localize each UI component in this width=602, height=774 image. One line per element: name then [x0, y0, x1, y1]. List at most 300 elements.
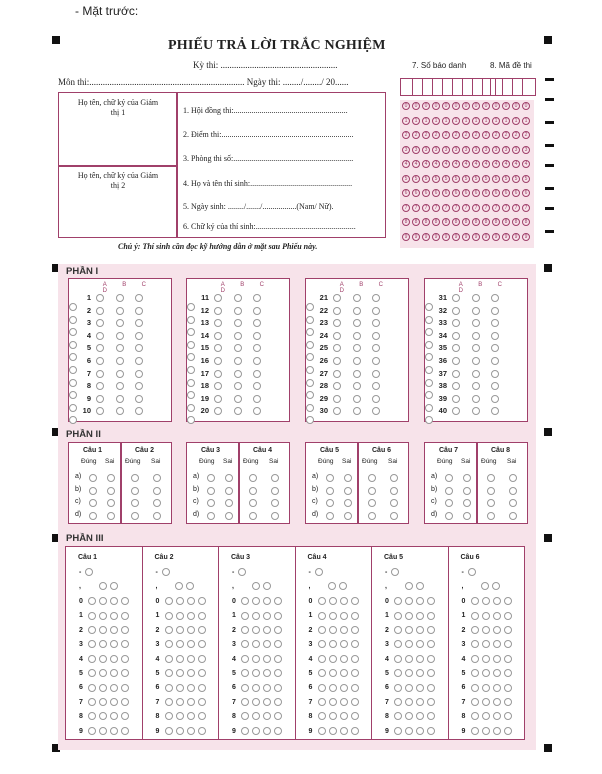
- false-bubble[interactable]: [107, 512, 115, 520]
- digit-bubble[interactable]: [340, 712, 348, 720]
- digit-bubble[interactable]: [165, 612, 173, 620]
- digit-bubble[interactable]: [198, 597, 206, 605]
- digit-bubble[interactable]: [329, 655, 337, 663]
- digit-bubble[interactable]: [394, 712, 402, 720]
- digit-bubble[interactable]: 6: [472, 189, 480, 197]
- digit-bubble[interactable]: [88, 727, 96, 735]
- digit-bubble[interactable]: 5: [412, 175, 420, 183]
- digit-bubble[interactable]: [187, 712, 195, 720]
- answer-bubble[interactable]: [116, 294, 124, 302]
- digit-bubble[interactable]: 6: [402, 189, 410, 197]
- digit-bubble[interactable]: [318, 612, 326, 620]
- digit-bubble[interactable]: [493, 640, 501, 648]
- digit-bubble[interactable]: 8: [512, 218, 520, 226]
- digit-bubble[interactable]: [274, 727, 282, 735]
- digit-bubble[interactable]: 8: [502, 218, 510, 226]
- minus-bubble[interactable]: [85, 568, 93, 576]
- digit-bubble[interactable]: [416, 640, 424, 648]
- digit-bubble[interactable]: 8: [422, 218, 430, 226]
- digit-bubble[interactable]: [165, 597, 173, 605]
- digit-bubble[interactable]: [471, 655, 479, 663]
- digit-bubble[interactable]: [351, 684, 359, 692]
- digit-bubble[interactable]: [252, 684, 260, 692]
- digit-bubble[interactable]: 4: [452, 160, 460, 168]
- digit-bubble[interactable]: [165, 669, 173, 677]
- digit-bubble[interactable]: [416, 626, 424, 634]
- digit-bubble[interactable]: 8: [402, 218, 410, 226]
- digit-bubble[interactable]: [427, 597, 435, 605]
- comma-bubble[interactable]: [252, 582, 260, 590]
- digit-bubble[interactable]: [88, 669, 96, 677]
- answer-bubble[interactable]: [253, 382, 261, 390]
- digit-bubble[interactable]: [405, 626, 413, 634]
- digit-bubble[interactable]: [340, 684, 348, 692]
- answer-bubble[interactable]: [214, 294, 222, 302]
- digit-bubble[interactable]: [416, 712, 424, 720]
- digit-bubble[interactable]: [329, 698, 337, 706]
- digit-bubble[interactable]: [274, 669, 282, 677]
- answer-bubble[interactable]: [234, 307, 242, 315]
- true-bubble[interactable]: [207, 474, 215, 482]
- digit-bubble[interactable]: 2: [452, 131, 460, 139]
- digit-bubble[interactable]: 7: [452, 204, 460, 212]
- digit-bubble[interactable]: [482, 597, 490, 605]
- digit-bubble[interactable]: [405, 597, 413, 605]
- digit-bubble[interactable]: [263, 626, 271, 634]
- answer-bubble[interactable]: [253, 332, 261, 340]
- true-bubble[interactable]: [131, 474, 139, 482]
- digit-bubble[interactable]: 2: [522, 131, 530, 139]
- digit-bubble[interactable]: 1: [432, 117, 440, 125]
- false-bubble[interactable]: [463, 487, 471, 495]
- digit-bubble[interactable]: [99, 698, 107, 706]
- digit-bubble[interactable]: 0: [452, 102, 460, 110]
- digit-bubble[interactable]: [99, 712, 107, 720]
- digit-bubble[interactable]: [99, 669, 107, 677]
- digit-bubble[interactable]: [110, 727, 118, 735]
- digit-bubble[interactable]: 0: [462, 102, 470, 110]
- digit-bubble[interactable]: [165, 640, 173, 648]
- digit-bubble[interactable]: [198, 727, 206, 735]
- digit-bubble[interactable]: [504, 684, 512, 692]
- digit-bubble[interactable]: [176, 597, 184, 605]
- answer-bubble[interactable]: [472, 332, 480, 340]
- digit-bubble[interactable]: [493, 698, 501, 706]
- answer-bubble[interactable]: [491, 407, 499, 415]
- digit-bubble[interactable]: 3: [512, 146, 520, 154]
- digit-bubble[interactable]: [252, 626, 260, 634]
- digit-bubble[interactable]: [340, 597, 348, 605]
- digit-bubble[interactable]: [329, 669, 337, 677]
- digit-bubble[interactable]: 7: [522, 204, 530, 212]
- true-bubble[interactable]: [326, 474, 334, 482]
- true-bubble[interactable]: [368, 499, 376, 507]
- answer-bubble[interactable]: [333, 395, 341, 403]
- digit-bubble[interactable]: [416, 597, 424, 605]
- false-bubble[interactable]: [463, 512, 471, 520]
- digit-bubble[interactable]: [263, 669, 271, 677]
- digit-bubble[interactable]: [198, 612, 206, 620]
- answer-bubble[interactable]: [96, 357, 104, 365]
- answer-bubble[interactable]: [96, 382, 104, 390]
- digit-bubble[interactable]: 7: [472, 204, 480, 212]
- digit-bubble[interactable]: 6: [512, 189, 520, 197]
- digit-bubble[interactable]: [405, 640, 413, 648]
- digit-bubble[interactable]: [351, 727, 359, 735]
- false-bubble[interactable]: [344, 487, 352, 495]
- digit-bubble[interactable]: [176, 612, 184, 620]
- answer-bubble[interactable]: [333, 370, 341, 378]
- digit-bubble[interactable]: [471, 640, 479, 648]
- digit-bubble[interactable]: [427, 626, 435, 634]
- digit-bubble[interactable]: [165, 712, 173, 720]
- answer-bubble[interactable]: [491, 294, 499, 302]
- false-bubble[interactable]: [271, 487, 279, 495]
- digit-bubble[interactable]: [88, 698, 96, 706]
- minus-bubble[interactable]: [391, 568, 399, 576]
- digit-bubble[interactable]: 9: [462, 233, 470, 241]
- digit-bubble[interactable]: [88, 712, 96, 720]
- false-bubble[interactable]: [107, 487, 115, 495]
- digit-bubble[interactable]: 7: [442, 204, 450, 212]
- digit-bubble[interactable]: 6: [462, 189, 470, 197]
- digit-bubble[interactable]: 9: [502, 233, 510, 241]
- digit-bubble[interactable]: [493, 655, 501, 663]
- answer-bubble[interactable]: [253, 307, 261, 315]
- digit-bubble[interactable]: [241, 612, 249, 620]
- digit-bubble[interactable]: [263, 655, 271, 663]
- digit-bubble[interactable]: [121, 712, 129, 720]
- answer-bubble[interactable]: [491, 319, 499, 327]
- digit-bubble[interactable]: 1: [482, 117, 490, 125]
- digit-bubble[interactable]: 4: [482, 160, 490, 168]
- digit-bubble[interactable]: [88, 626, 96, 634]
- digit-bubble[interactable]: [176, 655, 184, 663]
- digit-bubble[interactable]: [241, 727, 249, 735]
- digit-bubble[interactable]: [329, 727, 337, 735]
- digit-bubble[interactable]: [252, 712, 260, 720]
- digit-bubble[interactable]: [110, 597, 118, 605]
- digit-bubble[interactable]: [252, 727, 260, 735]
- digit-bubble[interactable]: [394, 655, 402, 663]
- digit-bubble[interactable]: 1: [492, 117, 500, 125]
- answer-bubble[interactable]: [491, 382, 499, 390]
- digit-bubble[interactable]: [471, 669, 479, 677]
- digit-bubble[interactable]: [329, 626, 337, 634]
- true-bubble[interactable]: [368, 474, 376, 482]
- digit-bubble[interactable]: [318, 626, 326, 634]
- false-bubble[interactable]: [390, 487, 398, 495]
- digit-bubble[interactable]: [482, 626, 490, 634]
- digit-bubble[interactable]: [176, 684, 184, 692]
- answer-bubble[interactable]: [372, 407, 380, 415]
- digit-bubble[interactable]: 0: [422, 102, 430, 110]
- digit-bubble[interactable]: [416, 684, 424, 692]
- true-bubble[interactable]: [487, 512, 495, 520]
- digit-bubble[interactable]: 0: [402, 102, 410, 110]
- digit-bubble[interactable]: [427, 698, 435, 706]
- digit-bubble[interactable]: [493, 597, 501, 605]
- true-bubble[interactable]: [487, 499, 495, 507]
- digit-bubble[interactable]: 4: [462, 160, 470, 168]
- digit-bubble[interactable]: [340, 612, 348, 620]
- answer-bubble[interactable]: [116, 395, 124, 403]
- digit-bubble[interactable]: 9: [402, 233, 410, 241]
- digit-bubble[interactable]: [241, 698, 249, 706]
- digit-bubble[interactable]: 4: [502, 160, 510, 168]
- answer-bubble[interactable]: [452, 294, 460, 302]
- digit-bubble[interactable]: [110, 712, 118, 720]
- digit-bubble[interactable]: [165, 655, 173, 663]
- minus-bubble[interactable]: [162, 568, 170, 576]
- digit-bubble[interactable]: [263, 698, 271, 706]
- false-bubble[interactable]: [107, 499, 115, 507]
- digit-bubble[interactable]: [351, 655, 359, 663]
- true-bubble[interactable]: [89, 499, 97, 507]
- answer-bubble[interactable]: [472, 395, 480, 403]
- digit-bubble[interactable]: [318, 640, 326, 648]
- digit-bubble[interactable]: [187, 626, 195, 634]
- digit-bubble[interactable]: [187, 640, 195, 648]
- digit-bubble[interactable]: [405, 655, 413, 663]
- digit-bubble[interactable]: [482, 612, 490, 620]
- true-bubble[interactable]: [249, 487, 257, 495]
- answer-bubble[interactable]: [372, 294, 380, 302]
- digit-bubble[interactable]: [340, 626, 348, 634]
- digit-bubble[interactable]: [165, 727, 173, 735]
- answer-bubble[interactable]: [491, 370, 499, 378]
- digit-bubble[interactable]: [329, 612, 337, 620]
- digit-bubble[interactable]: [110, 626, 118, 634]
- true-bubble[interactable]: [131, 499, 139, 507]
- digit-bubble[interactable]: [110, 669, 118, 677]
- digit-bubble[interactable]: 3: [462, 146, 470, 154]
- digit-bubble[interactable]: [416, 669, 424, 677]
- digit-bubble[interactable]: [504, 597, 512, 605]
- digit-bubble[interactable]: [405, 712, 413, 720]
- digit-bubble[interactable]: [274, 698, 282, 706]
- answer-bubble[interactable]: [234, 370, 242, 378]
- answer-bubble[interactable]: [372, 370, 380, 378]
- true-bubble[interactable]: [487, 487, 495, 495]
- answer-bubble[interactable]: [333, 307, 341, 315]
- false-bubble[interactable]: [153, 487, 161, 495]
- true-bubble[interactable]: [207, 512, 215, 520]
- answer-bubble[interactable]: [135, 294, 143, 302]
- answer-bubble[interactable]: [452, 395, 460, 403]
- false-bubble[interactable]: [344, 474, 352, 482]
- answer-bubble[interactable]: [353, 319, 361, 327]
- digit-bubble[interactable]: 2: [432, 131, 440, 139]
- digit-bubble[interactable]: 3: [402, 146, 410, 154]
- digit-bubble[interactable]: [504, 626, 512, 634]
- digit-bubble[interactable]: 4: [432, 160, 440, 168]
- minus-bubble[interactable]: [315, 568, 323, 576]
- digit-bubble[interactable]: [165, 684, 173, 692]
- digit-bubble[interactable]: 5: [432, 175, 440, 183]
- digit-bubble[interactable]: [318, 684, 326, 692]
- digit-bubble[interactable]: [121, 640, 129, 648]
- digit-bubble[interactable]: [99, 626, 107, 634]
- digit-bubble[interactable]: [471, 712, 479, 720]
- false-bubble[interactable]: [509, 512, 517, 520]
- digit-bubble[interactable]: [482, 698, 490, 706]
- false-bubble[interactable]: [153, 474, 161, 482]
- digit-bubble[interactable]: 7: [462, 204, 470, 212]
- digit-bubble[interactable]: 1: [452, 117, 460, 125]
- answer-bubble[interactable]: [353, 395, 361, 403]
- true-bubble[interactable]: [445, 474, 453, 482]
- answer-bubble[interactable]: [472, 344, 480, 352]
- digit-bubble[interactable]: [405, 684, 413, 692]
- answer-bubble[interactable]: [372, 344, 380, 352]
- digit-bubble[interactable]: [318, 669, 326, 677]
- digit-bubble[interactable]: [427, 655, 435, 663]
- digit-bubble[interactable]: 5: [512, 175, 520, 183]
- answer-bubble[interactable]: [306, 416, 314, 424]
- answer-bubble[interactable]: [353, 407, 361, 415]
- digit-bubble[interactable]: [187, 612, 195, 620]
- answer-bubble[interactable]: [333, 332, 341, 340]
- comma-bubble[interactable]: [99, 582, 107, 590]
- answer-bubble[interactable]: [372, 319, 380, 327]
- digit-bubble[interactable]: 6: [522, 189, 530, 197]
- true-bubble[interactable]: [207, 487, 215, 495]
- answer-bubble[interactable]: [452, 319, 460, 327]
- digit-bubble[interactable]: [187, 727, 195, 735]
- digit-bubble[interactable]: [187, 669, 195, 677]
- digit-bubble[interactable]: [274, 655, 282, 663]
- digit-bubble[interactable]: [416, 698, 424, 706]
- true-bubble[interactable]: [326, 512, 334, 520]
- digit-bubble[interactable]: [394, 640, 402, 648]
- digit-bubble[interactable]: [329, 712, 337, 720]
- digit-bubble[interactable]: [394, 727, 402, 735]
- digit-bubble[interactable]: 7: [502, 204, 510, 212]
- digit-bubble[interactable]: [394, 612, 402, 620]
- digit-bubble[interactable]: [482, 640, 490, 648]
- digit-bubble[interactable]: [493, 727, 501, 735]
- answer-bubble[interactable]: [491, 395, 499, 403]
- digit-bubble[interactable]: [99, 655, 107, 663]
- answer-bubble[interactable]: [353, 370, 361, 378]
- answer-bubble[interactable]: [472, 294, 480, 302]
- digit-bubble[interactable]: [405, 727, 413, 735]
- digit-bubble[interactable]: [351, 669, 359, 677]
- digit-bubble[interactable]: [241, 626, 249, 634]
- answer-bubble[interactable]: [253, 407, 261, 415]
- digit-bubble[interactable]: 4: [412, 160, 420, 168]
- true-bubble[interactable]: [326, 499, 334, 507]
- digit-bubble[interactable]: 8: [412, 218, 420, 226]
- answer-bubble[interactable]: [214, 407, 222, 415]
- true-bubble[interactable]: [368, 487, 376, 495]
- digit-bubble[interactable]: [110, 684, 118, 692]
- digit-bubble[interactable]: [263, 712, 271, 720]
- true-bubble[interactable]: [249, 512, 257, 520]
- digit-bubble[interactable]: [121, 612, 129, 620]
- digit-bubble[interactable]: [351, 712, 359, 720]
- digit-bubble[interactable]: 2: [482, 131, 490, 139]
- answer-bubble[interactable]: [135, 382, 143, 390]
- true-bubble[interactable]: [249, 499, 257, 507]
- digit-bubble[interactable]: 2: [502, 131, 510, 139]
- answer-bubble[interactable]: [452, 357, 460, 365]
- digit-bubble[interactable]: [471, 727, 479, 735]
- digit-bubble[interactable]: 5: [442, 175, 450, 183]
- digit-bubble[interactable]: [99, 597, 107, 605]
- digit-bubble[interactable]: [493, 626, 501, 634]
- answer-bubble[interactable]: [69, 416, 77, 424]
- answer-bubble[interactable]: [116, 382, 124, 390]
- digit-bubble[interactable]: 0: [472, 102, 480, 110]
- digit-bubble[interactable]: 7: [402, 204, 410, 212]
- digit-bubble[interactable]: [187, 684, 195, 692]
- digit-bubble[interactable]: [318, 698, 326, 706]
- answer-bubble[interactable]: [353, 357, 361, 365]
- digit-bubble[interactable]: 6: [502, 189, 510, 197]
- digit-bubble[interactable]: [241, 684, 249, 692]
- comma-bubble[interactable]: [405, 582, 413, 590]
- digit-bubble[interactable]: 1: [512, 117, 520, 125]
- answer-bubble[interactable]: [96, 307, 104, 315]
- digit-bubble[interactable]: 3: [422, 146, 430, 154]
- digit-bubble[interactable]: [99, 640, 107, 648]
- digit-bubble[interactable]: 7: [432, 204, 440, 212]
- digit-bubble[interactable]: 0: [502, 102, 510, 110]
- digit-bubble[interactable]: 4: [512, 160, 520, 168]
- answer-bubble[interactable]: [333, 294, 341, 302]
- answer-bubble[interactable]: [135, 344, 143, 352]
- answer-bubble[interactable]: [472, 407, 480, 415]
- true-bubble[interactable]: [131, 487, 139, 495]
- answer-bubble[interactable]: [333, 319, 341, 327]
- answer-bubble[interactable]: [353, 294, 361, 302]
- answer-bubble[interactable]: [135, 370, 143, 378]
- answer-bubble[interactable]: [135, 407, 143, 415]
- digit-bubble[interactable]: [176, 640, 184, 648]
- answer-bubble[interactable]: [452, 407, 460, 415]
- answer-bubble[interactable]: [491, 357, 499, 365]
- digit-bubble[interactable]: [493, 612, 501, 620]
- digit-bubble[interactable]: [121, 698, 129, 706]
- answer-bubble[interactable]: [253, 344, 261, 352]
- digit-bubble[interactable]: [318, 727, 326, 735]
- digit-bubble[interactable]: 3: [472, 146, 480, 154]
- digit-bubble[interactable]: 6: [492, 189, 500, 197]
- answer-bubble[interactable]: [96, 319, 104, 327]
- false-bubble[interactable]: [271, 474, 279, 482]
- digit-bubble[interactable]: [394, 597, 402, 605]
- digit-bubble[interactable]: [165, 698, 173, 706]
- digit-bubble[interactable]: [110, 640, 118, 648]
- digit-bubble[interactable]: [416, 612, 424, 620]
- answer-bubble[interactable]: [214, 307, 222, 315]
- answer-bubble[interactable]: [372, 395, 380, 403]
- digit-bubble[interactable]: 1: [462, 117, 470, 125]
- digit-bubble[interactable]: [416, 727, 424, 735]
- digit-bubble[interactable]: [504, 612, 512, 620]
- digit-bubble[interactable]: [340, 655, 348, 663]
- digit-bubble[interactable]: 4: [522, 160, 530, 168]
- digit-bubble[interactable]: [427, 712, 435, 720]
- true-bubble[interactable]: [487, 474, 495, 482]
- digit-bubble[interactable]: [110, 698, 118, 706]
- digit-bubble[interactable]: [176, 698, 184, 706]
- comma-bubble[interactable]: [110, 582, 118, 590]
- answer-bubble[interactable]: [472, 382, 480, 390]
- digit-bubble[interactable]: [121, 669, 129, 677]
